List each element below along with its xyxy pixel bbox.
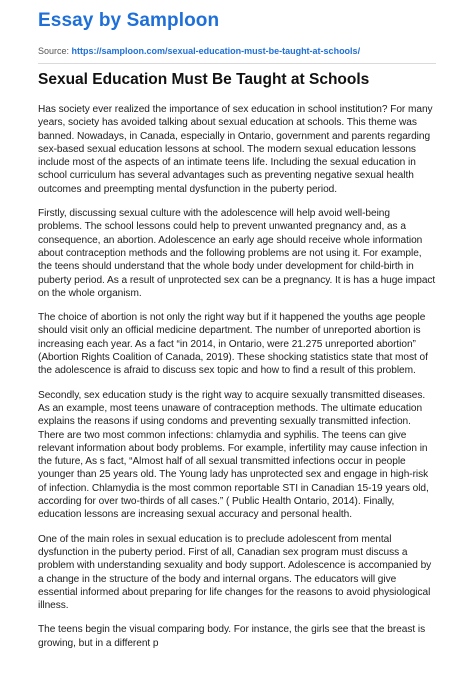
essay-body [38,103,436,650]
paragraph-4: Secondly, sex education study is the right way to acquire sexually transmitted diseases. As an example, most teens unaware of contraception methods. The ultimate education explains the reasons if using condoms and preventing sexually transmitted infection. There are two most common infections: chlamydia and syphilis. The teens can give relevant information about body problems. For example, infertility may cause infection in the future, As s fact, “Almost half of all sexual transmitted infections occur in people younger than 25 years old. The Young lady has unprotected sex and engage in high-risk of infection. Chlamydia is the most common reportable STI in Canadian 15-19 years old, according for over two-thirds of all cases.” ( Public Health Ontario, 2014). Finally, education lessons are increasing sexual accuracy and personal health. [38,389,429,521]
paragraph-1: Has society ever realized the importance of sex education in school institution? For many years, society has avoided talking about sexual education at schools. This theme was banned. Nowadays, in Canada, especially in Ontario, government and parents regarding sex-based sexual education lessons at school. The modern sexual education lessons include most of the aspects of an intimate teens life. Including the sexual education in school curriculum has several advantages such as preventing negative sexual health outcomes and preempting mental dysfunction in the puberty period. [38,104,433,195]
paragraph-3: The choice of abortion is not only the right way but if it happened the youths age people should visit only an official medicine department. The number of unreported abortion is increasing each year. As a fact “in 2014, in Ontario, were 21.275 unreported abortion” (Abortion Rights Coalition of Canada, 2019). These shocking statistics state that most of the adolescence is afraid to discuss sex topic and how to find a result of this problem. [38,312,428,377]
source-line [38,46,360,56]
source-link[interactable]: https://samploon.com/sexual-education-must-be-taught-at-schools/ [71,46,361,56]
paragraph-5: One of the main roles in sexual education is to preclude adolescent from mental dysfunction in the puberty period. First of all, Canadian sex program must discuss a problem with understanding sexuality and body support. Adolescence is accompanied by a change in the structure of the body and internal organs. The educators will give essential informed about preparing for life changes for the reasons to avoid physiological illness. [38,533,432,612]
header-divider [38,63,436,64]
site-brand: Essay by Samploon [38,10,220,31]
paragraph-2: Firstly, discussing sexual culture with the adolescence will help avoid well-being problems. The school lessons could help to prevent unwanted pregnancy and, as a consequence, an abortion. Adolescence an early age should receive whole information about contraception methods and the following problems are not using it. For example, the teens should understand that the whole body under development for child-birth in puberty period. As a result of unprotected sex can be a pregnancy. It is has a huge impact on the whole organism. [38,208,436,299]
paragraph-6: The teens begin the visual comparing body. For instance, the girls see that the breast is growing, but in a different p [38,624,426,649]
essay-title: Sexual Education Must Be Taught at Schools [38,71,370,88]
source-label: Source: [38,46,70,56]
